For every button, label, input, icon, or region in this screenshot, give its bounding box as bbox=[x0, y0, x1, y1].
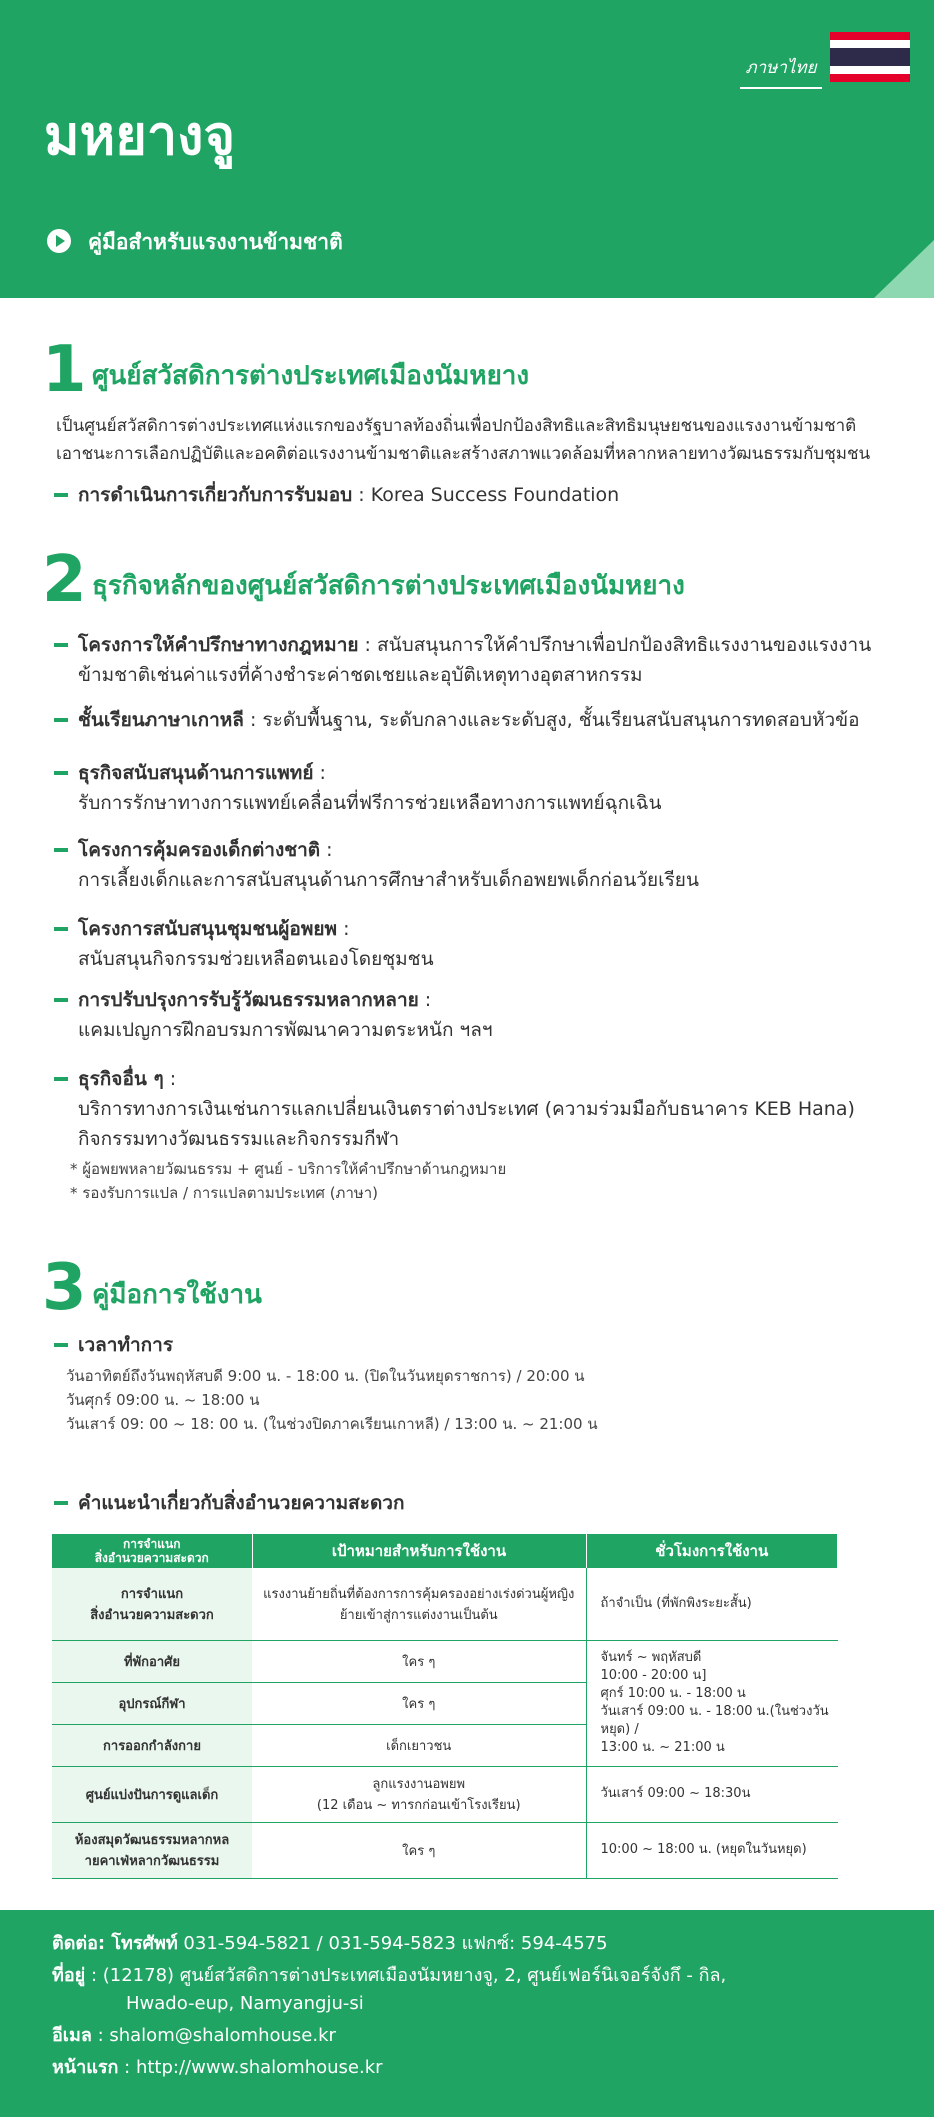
flag-stripe bbox=[830, 40, 910, 48]
address-value: : (12178) ศูนย์สวัสดิการต่างประเทศเมืองนัมหยางจู, 2, ศูนย์เฟอร์นิเจอร์จังกึ - กิล, bbox=[85, 1965, 727, 1986]
bullet-dash bbox=[54, 998, 68, 1002]
hours-line: วันอาทิตย์ถึงวันพฤหัสบดี 9:00 น. - 18:00 น. (ปิดในวันหยุดราชการ) / 20:00 น bbox=[66, 1367, 585, 1385]
item-label: ธุรกิจสนับสนุนด้านการแพทย์ bbox=[78, 762, 314, 784]
section-1-description: เป็นศูนย์สวัสดิการต่างประเทศแห่งแรกของรัฐบาลท้องถิ่นเพื่อปกป้องสิทธิและสิทธิมนุษยชนของแรงงานข้ามชาติเอาชนะการเลือกปฏิบัติและอคติต่อแรงงานข้ามชาติและสร้างสภาพแวดล้อมที่หลากหลายทางวัฒนธรรมกับชุมชน bbox=[56, 416, 871, 464]
bullet-dash bbox=[54, 718, 68, 722]
hours-heading bbox=[78, 1330, 894, 1360]
business-item-child bbox=[78, 835, 894, 895]
bullet-dash bbox=[54, 1501, 68, 1505]
facility-name: ที่พักอาศัย bbox=[52, 1640, 252, 1682]
homepage-label: หน้าแรก bbox=[52, 2057, 119, 2078]
language-selector[interactable]: ภาษาไทย bbox=[740, 54, 822, 89]
email-link[interactable]: : shalom@shalomhouse.kr bbox=[91, 2025, 336, 2046]
operator-line bbox=[78, 480, 894, 510]
page-title: มหยางจู bbox=[44, 104, 236, 167]
business-item-other bbox=[78, 1064, 894, 1154]
facilities-table bbox=[52, 1534, 838, 1879]
bullet-dash bbox=[54, 643, 68, 647]
business-item-culture bbox=[78, 985, 894, 1045]
item-label: การปรับปรุงการรับรู้วัฒนธรรมหลากหลาย bbox=[78, 989, 419, 1011]
item-label: ชั้นเรียนภาษาเกาหลี bbox=[78, 709, 244, 731]
contact-line bbox=[52, 1930, 608, 1958]
address-label: ที่อยู่ bbox=[52, 1965, 86, 1986]
flag-stripe bbox=[830, 74, 910, 82]
hours-line: วันเสาร์ 09: 00 ~ 18: 00 น. (ในช่วงปิดภาคเรียนเกาหลี) / 13:00 น. ~ 21:00 น bbox=[66, 1415, 598, 1433]
bullet-dash bbox=[54, 1343, 68, 1347]
business-item-korean bbox=[78, 705, 894, 735]
facility-hours: 10:00 ~ 18:00 น. (หยุดในวันหยุด) bbox=[586, 1822, 838, 1878]
table-row bbox=[52, 1568, 838, 1640]
homepage-link[interactable]: : http://www.shalomhouse.kr bbox=[118, 2057, 383, 2078]
section-3-title: คู่มือการใช้งาน bbox=[92, 1280, 262, 1310]
note-line: * ผู้อพยพหลายวัฒนธรรม + ศูนย์ - บริการให้คำปรึกษาด้านกฎหมาย bbox=[70, 1160, 507, 1178]
table-row bbox=[52, 1822, 838, 1878]
hours-line: วันศุกร์ 09:00 น. ~ 18:00 น bbox=[66, 1391, 260, 1409]
note-line: * รองรับการแปล / การแปลตามประเทศ (ภาษา) bbox=[70, 1184, 379, 1202]
bullet-dash bbox=[54, 771, 68, 775]
hours-label: เวลาทำการ bbox=[78, 1334, 174, 1356]
item-detail: สนับสนุนกิจกรรมช่วยเหลือตนเองโดยชุมชน bbox=[78, 948, 434, 970]
bullet-dash bbox=[54, 1077, 68, 1081]
header-banner bbox=[0, 0, 934, 298]
homepage-line bbox=[52, 2054, 383, 2082]
facility-target: ใคร ๆ bbox=[252, 1682, 586, 1724]
column-header: การจำแนก สิ่งอำนวยความสะดวก bbox=[52, 1534, 252, 1568]
item-text: : bbox=[337, 918, 350, 940]
section-2-number: 2 bbox=[42, 543, 87, 617]
operator-label: การดำเนินการเกี่ยวกับการรับมอบ bbox=[78, 484, 353, 506]
play-circle-icon bbox=[47, 229, 71, 253]
item-text: : bbox=[320, 839, 333, 861]
facilities-heading bbox=[78, 1488, 894, 1518]
item-text: : bbox=[313, 762, 326, 784]
section-3-number: 3 bbox=[42, 1251, 87, 1325]
column-header: เป้าหมายสำหรับการใช้งาน bbox=[252, 1534, 586, 1568]
facility-name: การออกกำลังกาย bbox=[52, 1724, 252, 1766]
item-text: : bbox=[163, 1068, 177, 1090]
business-item-community bbox=[78, 914, 894, 974]
thailand-flag-icon bbox=[830, 32, 910, 82]
corner-decoration bbox=[874, 240, 934, 298]
item-detail: กิจกรรมทางวัฒนธรรมและกิจกรรมกีฬา bbox=[78, 1128, 400, 1150]
item-label: โครงการสนับสนุนชุมชนผู้อพยพ bbox=[78, 918, 338, 940]
facility-name: อุปกรณ์กีฬา bbox=[52, 1682, 252, 1724]
facility-hours: จันทร์ ~ พฤหัสบดี 10:00 - 20:00 น] ศุกร์ 10:00 น. - 18:00 น วันเสาร์ 09:00 น. - 18:00 น.(ในช่วงวันหยุด) / 13:00 น. ~ 21:00 น bbox=[586, 1640, 838, 1766]
facility-hours: วันเสาร์ 09:00 ~ 18:30น bbox=[586, 1766, 838, 1822]
facility-target: ใคร ๆ bbox=[252, 1640, 586, 1682]
bullet-dash bbox=[54, 927, 68, 931]
item-text: : ระดับพื้นฐาน, ระดับกลางและระดับสูง, ชั้นเรียนสนับสนุนการทดสอบหัวข้อ bbox=[243, 709, 860, 731]
bullet-dash bbox=[54, 493, 68, 497]
section-1-number: 1 bbox=[42, 333, 87, 407]
phone-numbers[interactable]: 031-594-5821 / 031-594-5823 แฟกซ์: 594-4575 bbox=[177, 1933, 608, 1954]
flag-stripe bbox=[830, 66, 910, 74]
section-1-title: ศูนย์สวัสดิการต่างประเทศเมืองนัมหยาง bbox=[92, 361, 530, 391]
facility-target: เด็กเยาวชน bbox=[252, 1724, 586, 1766]
address-line bbox=[52, 1962, 726, 1990]
facility-name: ห้องสมุดวัฒนธรรมหลากหล ายคาเฟ่หลากวัฒนธรรม bbox=[52, 1822, 252, 1878]
contact-footer bbox=[0, 1910, 934, 2117]
section-2-title: ธุรกิจหลักของศูนย์สวัสดิการต่างประเทศเมืองนัมหยาง bbox=[92, 571, 685, 601]
email-label: อีเมล bbox=[52, 2025, 92, 2046]
email-line bbox=[52, 2022, 336, 2050]
item-label: โครงการให้คำปรึกษาทางกฎหมาย bbox=[78, 634, 359, 656]
page-subtitle: คู่มือสำหรับแรงงานข้ามชาติ bbox=[88, 230, 343, 254]
facility-target: ลูกแรงงานอพยพ (12 เดือน ~ ทารกก่อนเข้าโรงเรียน) bbox=[252, 1766, 586, 1822]
facility-target: แรงงานย้ายถิ่นที่ต้องการการคุ้มครองอย่างเร่งด่วนผู้หญิง ย้ายเข้าสู่การแต่งงานเป็นต้น bbox=[252, 1568, 586, 1640]
facility-hours: ถ้าจำเป็น (ที่พักพิงระยะสั้น) bbox=[586, 1568, 838, 1640]
flag-stripe bbox=[830, 48, 910, 66]
contact-label: ติดต่อ: โทรศัพท์ bbox=[52, 1933, 178, 1954]
item-detail: แคมเปญการฝึกอบรมการพัฒนาความตระหนัก ฯลฯ bbox=[78, 1019, 493, 1041]
item-detail: บริการทางการเงินเช่นการแลกเปลี่ยนเงินตราต่างประเทศ (ความร่วมมือกับธนาคาร KEB Hana) bbox=[78, 1098, 855, 1120]
table-header-row bbox=[52, 1534, 838, 1568]
address-line-2: Hwado-eup, Namyangju-si bbox=[126, 1993, 364, 2014]
flag-stripe bbox=[830, 32, 910, 40]
operator-value: : Korea Success Foundation bbox=[352, 484, 620, 506]
business-item-legal bbox=[78, 630, 894, 690]
facility-name: การจำแนก สิ่งอำนวยความสะดวก bbox=[52, 1568, 252, 1640]
table-row bbox=[52, 1640, 838, 1682]
business-item-medical bbox=[78, 758, 894, 818]
column-header: ชั่วโมงการใช้งาน bbox=[586, 1534, 838, 1568]
facility-name: ศูนย์แบ่งปันการดูแลเด็ก bbox=[52, 1766, 252, 1822]
item-detail: รับการรักษาทางการแพทย์เคลื่อนที่ฟรีการช่วยเหลือทางการแพทย์ฉุกเฉิน bbox=[78, 792, 662, 814]
item-label: ธุรกิจอื่น ๆ bbox=[78, 1068, 164, 1090]
table-row bbox=[52, 1766, 838, 1822]
facility-target: ใคร ๆ bbox=[252, 1822, 586, 1878]
item-detail: การเลี้ยงเด็กและการสนับสนุนด้านการศึกษาสำหรับเด็กอพยพเด็กก่อนวัยเรียน bbox=[78, 869, 699, 891]
bullet-dash bbox=[54, 848, 68, 852]
item-text: : bbox=[418, 989, 432, 1011]
item-text: : สนับสนุนการให้คำปรึกษาเพื่อปกป้องสิทธิแรงงานของแรงงานข้ามชาติเช่นค่าแรงที่ค้างชำระค่าชดเชยและอุบัติเหตุทางอุตสาหกรรม bbox=[78, 634, 872, 686]
facilities-label: คำแนะนำเกี่ยวกับสิ่งอำนวยความสะดวก bbox=[78, 1492, 405, 1514]
item-label: โครงการคุ้มครองเด็กต่างชาติ bbox=[78, 839, 321, 861]
